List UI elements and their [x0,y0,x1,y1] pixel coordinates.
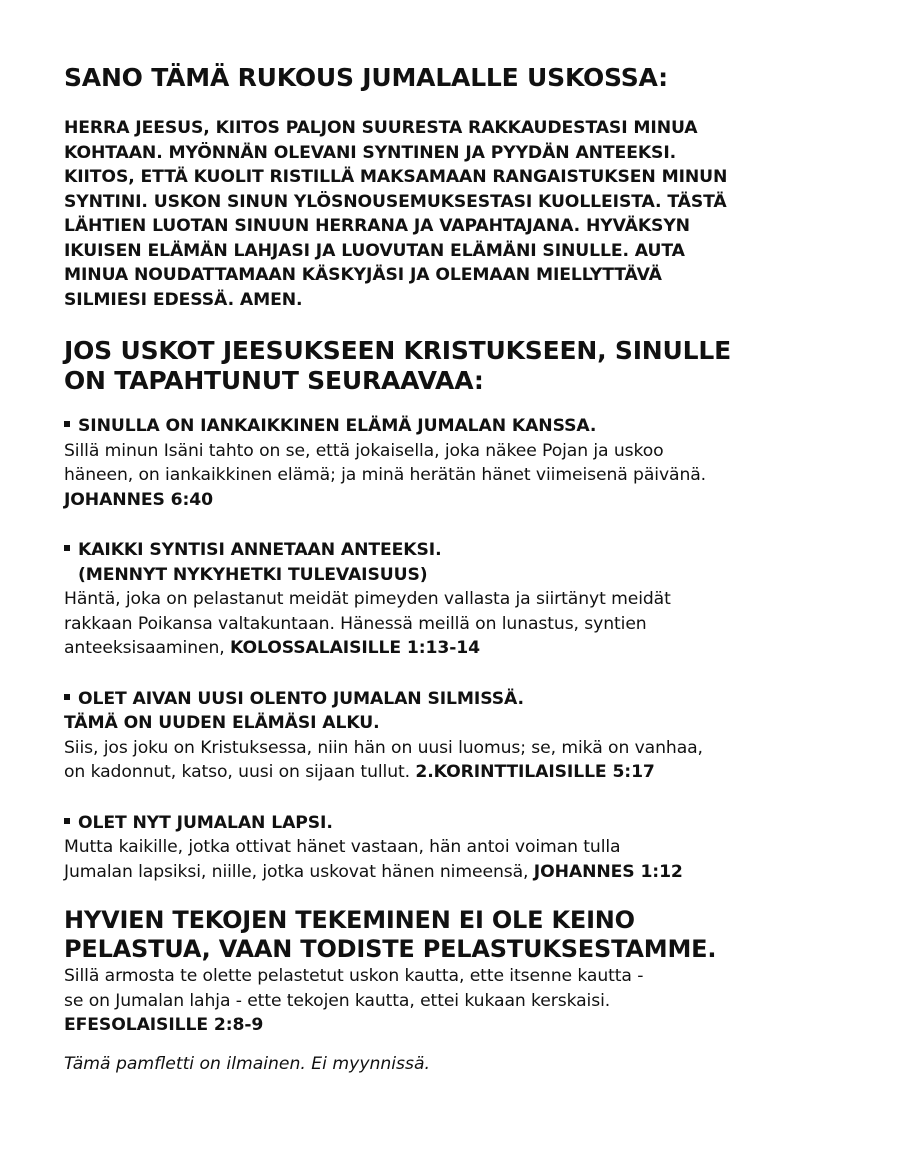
results-heading-line: ON TAPAHTUNUT SEURAAVAA: [64,366,484,395]
bullet-icon [64,818,70,824]
verse-reference: EFESOLAISILLE 2:8-9 [64,1015,264,1035]
prayer-heading: SANO TÄMÄ RUKOUS JUMALALLE USKOSSA: [64,63,668,92]
verse-reference: JOHANNES 1:12 [533,861,683,882]
prayer-text [64,116,864,312]
pamphlet-page [64,62,864,1076]
footer-note: Tämä pamfletti on ilmainen. Ei myynnissä. [64,1053,430,1074]
verse-line: se on Jumalan lahja - ette tekojen kautta, ettei kukaan kerskaisi. [64,990,611,1011]
bullet-icon [64,694,70,700]
section-child-of-god [64,811,864,885]
verse-text: Jumalan lapsiksi, niille, jotka uskovat hänen nimeensä, [64,861,529,882]
prayer-line: KIITOS, ETTÄ KUOLIT RISTILLÄ MAKSAMAAN RANGAISTUKSEN MINUN [64,167,728,187]
prayer-line: KOHTAAN. MYÖNNÄN OLEVANI SYNTINEN JA PYYDÄN ANTEEKSI. [64,142,677,163]
section-title [64,811,864,836]
bullet-icon [64,545,70,551]
verse-line: Mutta kaikille, jotka ottivat hänet vastaan, hän antoi voiman tulla [64,837,621,857]
works-verse [64,964,864,1038]
section-title [64,414,864,439]
verse-text: on kadonnut, katso, uusi on sijaan tullut. [64,762,411,782]
bullet-icon [64,421,70,427]
section-subtitle: TÄMÄ ON UUDEN ELÄMÄSI ALKU. [64,713,380,733]
verse-line: rakkaan Poikansa valtakuntaan. Hänessä meillä on lunastus, syntien [64,613,647,634]
verse-reference: JOHANNES 6:40 [64,489,214,510]
section-title-text: OLET AIVAN UUSI OLENTO JUMALAN SILMISSÄ. [78,688,524,709]
section-forgiveness [64,538,864,661]
verse-text: anteeksisaaminen, [64,638,225,658]
section-title-text: KAIKKI SYNTISI ANNETAAN ANTEEKSI. [78,540,442,560]
section-new-creation [64,687,864,785]
prayer-line: LÄHTIEN LUOTAN SINUUN HERRANA JA VAPAHTAJANA. HYVÄKSYN [64,216,690,236]
verse-line: Siis, jos joku on Kristuksessa, niin hän on uusi luomus; se, mikä on vanhaa, [64,737,703,758]
works-heading-line: PELASTUA, VAAN TODISTE PELASTUKSESTAMME. [64,935,717,963]
prayer-line: HERRA JEESUS, KIITOS PALJON SUURESTA RAKKAUDESTASI MINUA [64,118,698,138]
section-subtitle: (MENNYT NYKYHETKI TULEVAISUUS) [78,564,428,585]
verse-reference: KOLOSSALAISILLE 1:13-14 [230,638,480,658]
verse-line: häneen, on iankaikkinen elämä; ja minä herätän hänet viimeisenä päivänä. [64,465,707,485]
verse-line-with-ref [64,860,864,885]
section-title-text: OLET NYT JUMALAN LAPSI. [78,812,333,833]
verse-reference: 2.KORINTTILAISILLE 5:17 [415,762,655,782]
prayer-line: MINUA NOUDATTAMAAN KÄSKYJÄSI JA OLEMAAN MIELLYTTÄVÄ [64,265,662,285]
section-title [64,687,864,712]
verse-line-with-ref [64,760,864,785]
works-heading [64,906,864,964]
section-title-text: SINULLA ON IANKAIKKINEN ELÄMÄ JUMALAN KANSSA. [78,416,597,436]
section-eternal-life [64,414,864,512]
results-heading-line: JOS USKOT JEESUKSEEN KRISTUKSEEN, SINULLE [64,336,731,365]
prayer-line: SILMIESI EDESSÄ. AMEN. [64,289,303,310]
verse-line: Häntä, joka on pelastanut meidät pimeyden vallasta ja siirtänyt meidät [64,589,671,609]
verse-line: Sillä minun Isäni tahto on se, että jokaisella, joka näkee Pojan ja uskoo [64,440,664,461]
works-heading-line: HYVIEN TEKOJEN TEKEMINEN EI OLE KEINO [64,906,635,934]
verse-line: Sillä armosta te olette pelastetut uskon kautta, ette itsenne kautta - [64,966,644,986]
prayer-line: IKUISEN ELÄMÄN LAHJASI JA LUOVUTAN ELÄMÄNI SINULLE. AUTA [64,240,685,261]
prayer-line: SYNTINI. USKON SINUN YLÖSNOUSEMUKSESTASI KUOLLEISTA. TÄSTÄ [64,191,727,212]
results-heading [64,336,864,396]
section-title [64,538,864,563]
verse-line-with-ref [64,636,864,661]
